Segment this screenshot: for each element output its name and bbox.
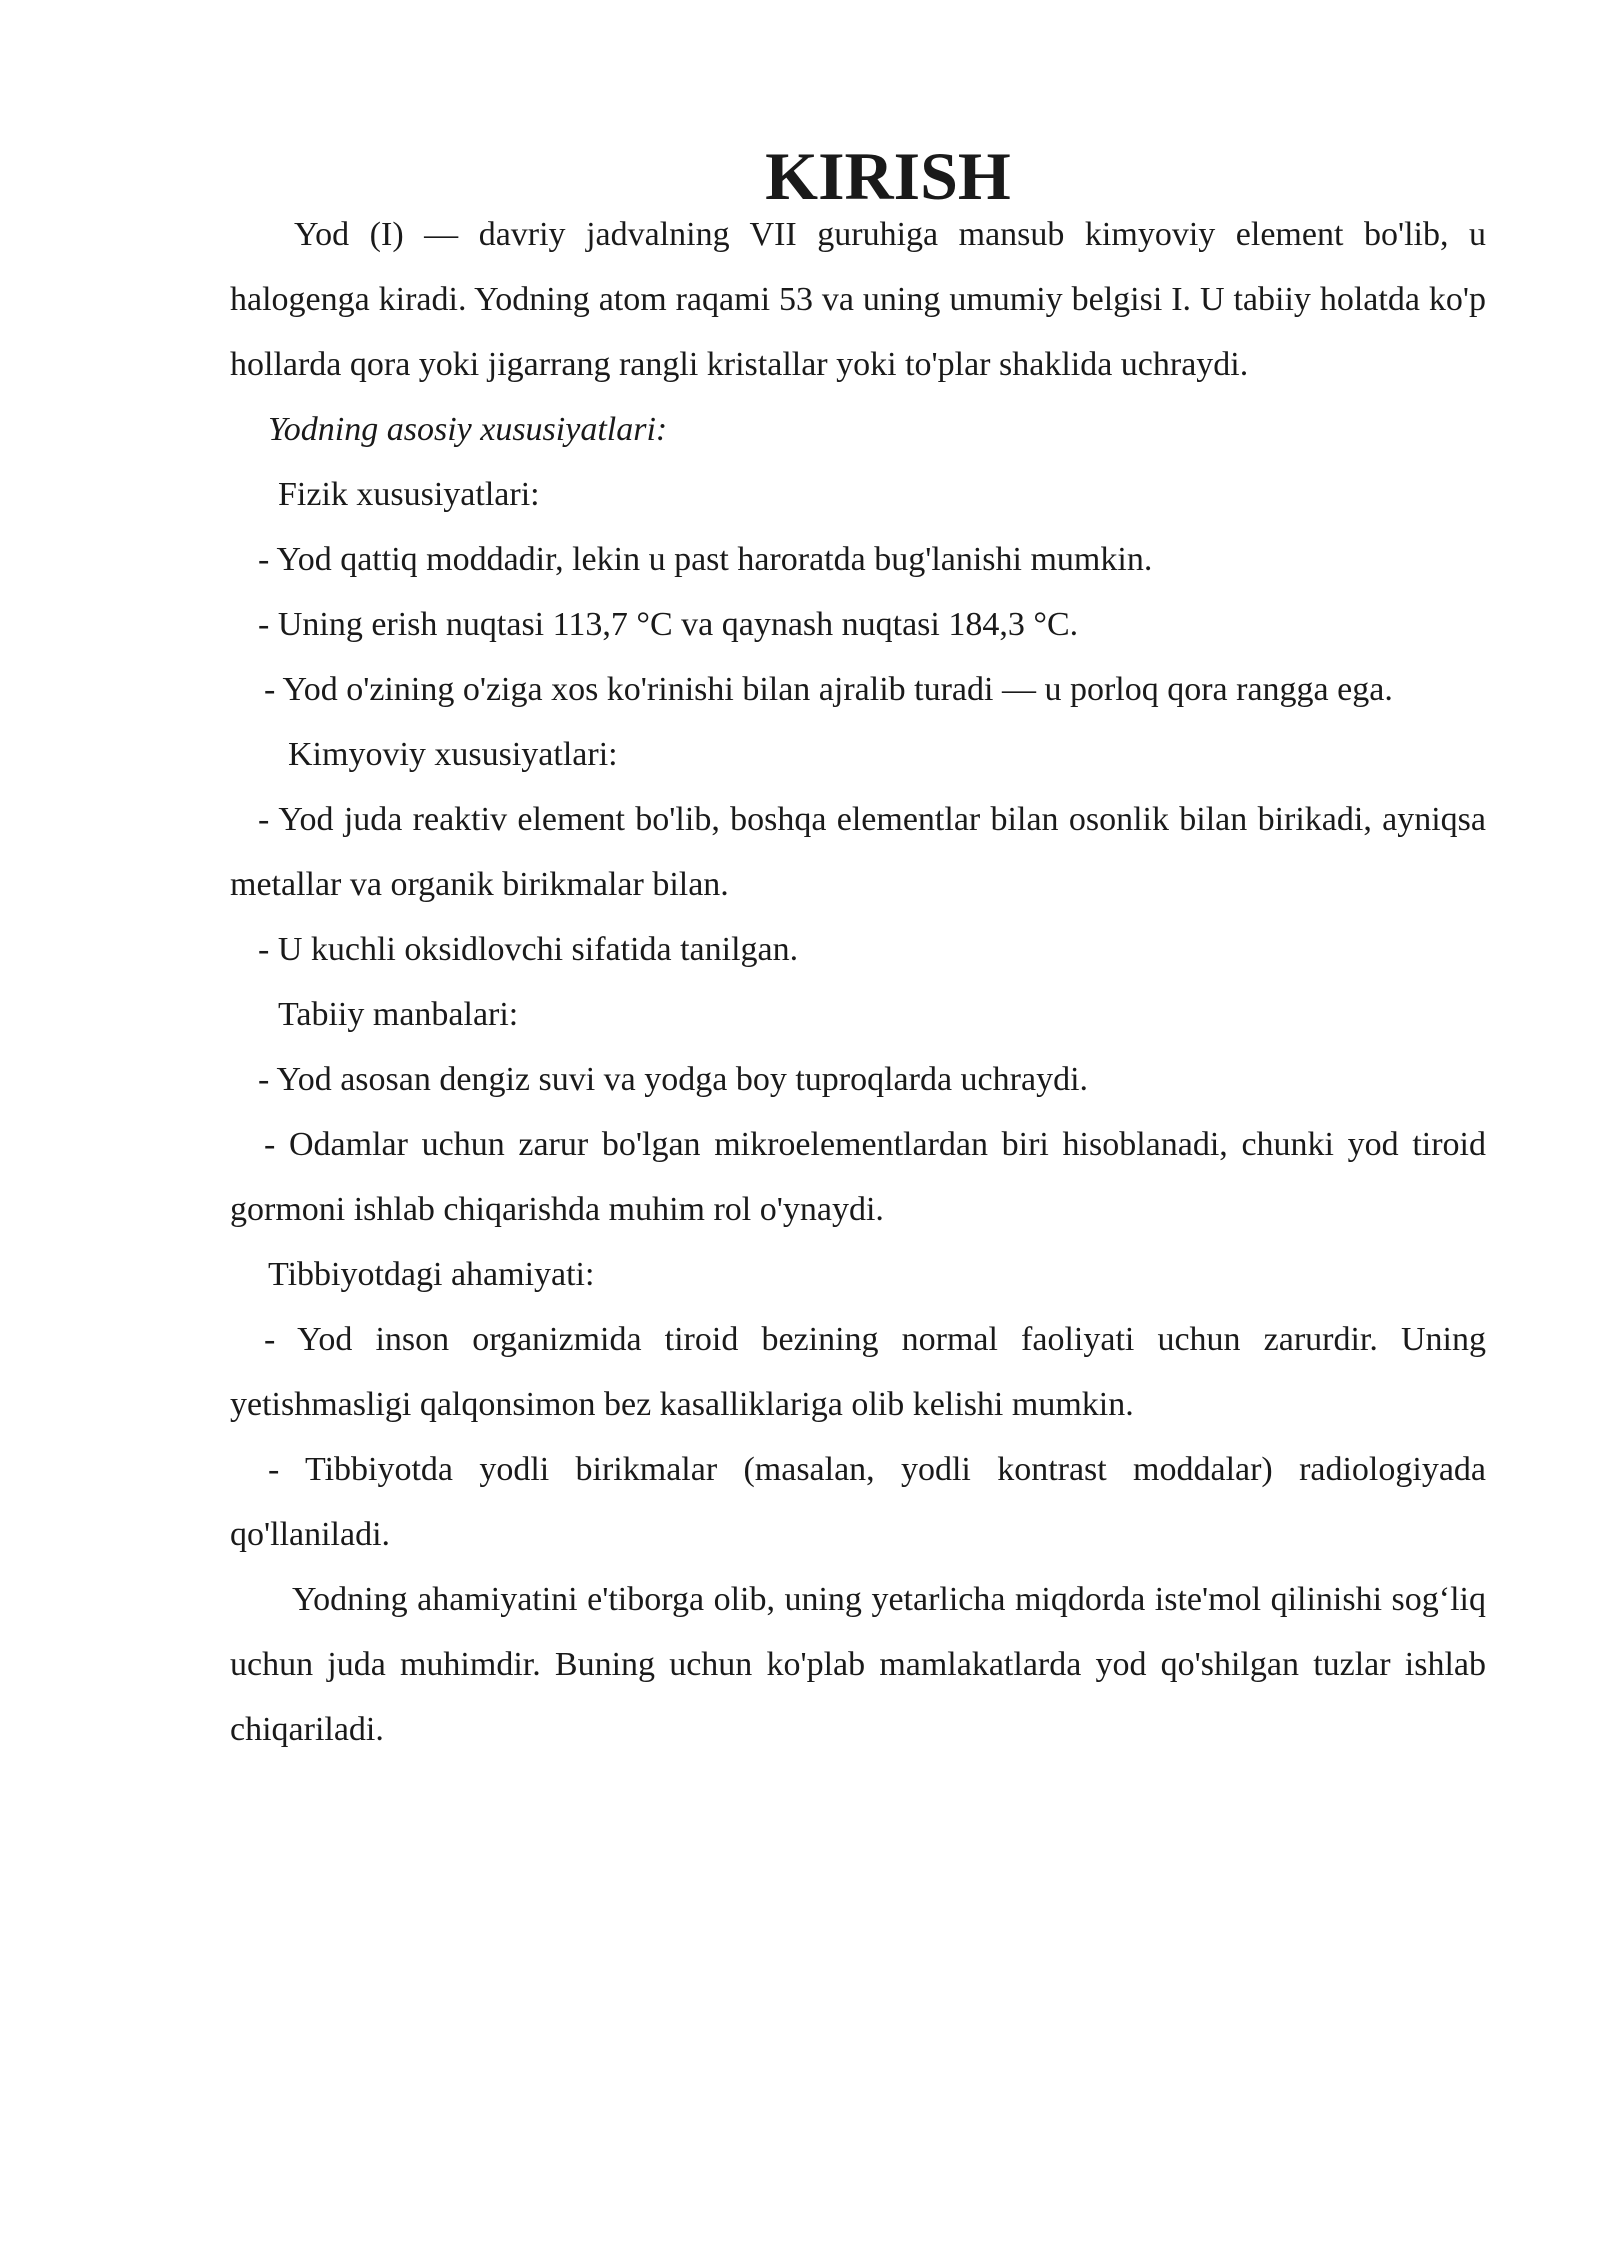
- conclusion-paragraph: Yodning ahamiyatini e'tiborga olib, uning yetarlicha miqdorda iste'mol qilinishi sog‘liq uchun juda muhimdir. Buning uchun ko'plab mamlakatlarda yod qo'shilgan tuzlar ishlab chiqariladi.: [230, 1581, 1486, 1748]
- subheading-medical: Tibbiyotdagi ahamiyati:: [268, 1256, 595, 1293]
- list-item: - Uning erish nuqtasi 113,7 °C va qaynash nuqtasi 184,3 °C.: [258, 606, 1079, 643]
- list-item: - U kuchli oksidlovchi sifatida tanilgan.: [258, 931, 799, 968]
- list-item: - Yod o'zining o'ziga xos ko'rinishi bilan ajralib turadi — u porloq qora rangga ega.: [264, 671, 1393, 708]
- subheading-chemical: Kimyoviy xususiyatlari:: [288, 736, 618, 773]
- section-heading-properties: Yodning asosiy xususiyatlari:: [268, 411, 668, 448]
- list-item: - Yod inson organizmida tiroid bezining normal faoliyati uchun zarurdir. Uning yetishmasligi qalqonsimon bez kasalliklariga olib kelishi mumkin.: [230, 1321, 1486, 1423]
- subheading-physical: Fizik xususiyatlari:: [278, 476, 540, 513]
- subheading-natural-sources: Tabiiy manbalari:: [278, 996, 519, 1033]
- list-item: - Yod juda reaktiv element bo'lib, boshqa elementlar bilan osonlik bilan birikadi, ayniqsa metallar va organik birikmalar bilan.: [230, 801, 1486, 903]
- list-item: - Yod asosan dengiz suvi va yodga boy tuproqlarda uchraydi.: [258, 1061, 1089, 1098]
- document-page: [230, 138, 1486, 1762]
- document-title: KIRISH: [765, 138, 1011, 214]
- intro-paragraph: Yod (I) — davriy jadvalning VII guruhiga mansub kimyoviy element bo'lib, u halogenga kiradi. Yodning atom raqami 53 va uning umumiy belgisi I. U tabiiy holatda ko'p hollarda qora yoki jigarrang rangli kristallar yoki to'plar shaklida uchraydi.: [230, 216, 1486, 383]
- list-item: - Yod qattiq moddadir, lekin u past haroratda bug'lanishi mumkin.: [258, 541, 1153, 578]
- list-item: - Odamlar uchun zarur bo'lgan mikroelementlardan biri hisoblanadi, chunki yod tiroid gormoni ishlab chiqarishda muhim rol o'ynaydi.: [230, 1126, 1486, 1228]
- list-item: - Tibbiyotda yodli birikmalar (masalan, yodli kontrast moddalar) radiologiyada qo'llaniladi.: [230, 1451, 1486, 1553]
